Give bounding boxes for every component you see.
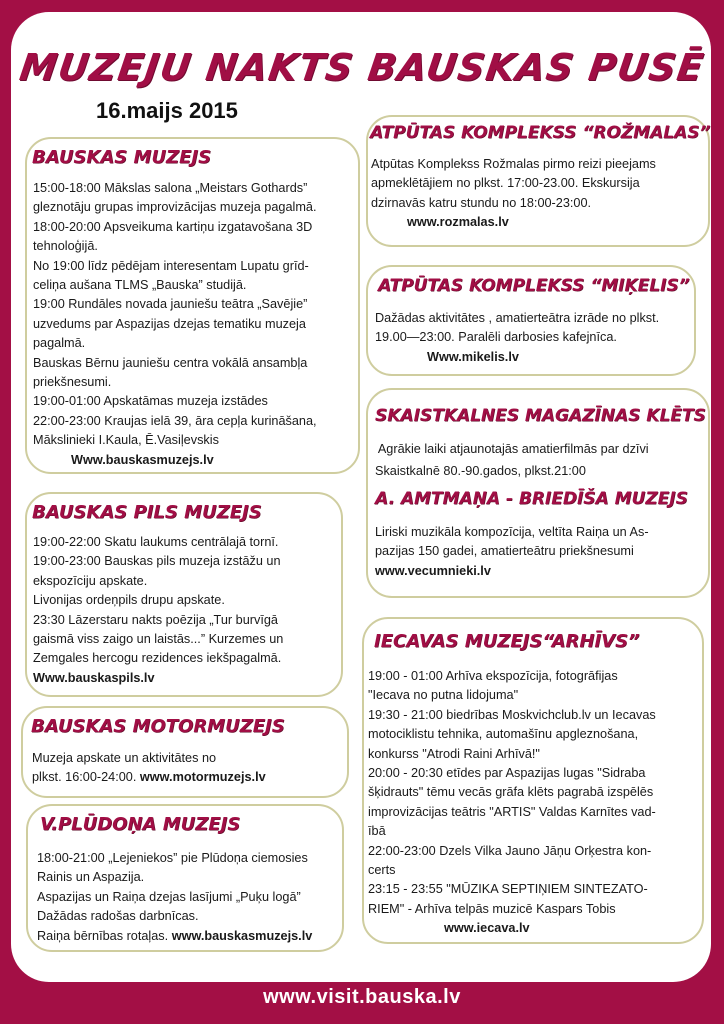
- footer-website[interactable]: www.visit.bauska.lv: [263, 986, 461, 1008]
- program-line: celiņa aušana TLMS „Bauska” studijā.: [33, 278, 247, 293]
- program-line: Skaistkalnē 80.-90.gados, plkst.21:00: [375, 464, 586, 479]
- iecavas-heading: IECAVAS MUZEJS“ARHĪVS”: [374, 631, 640, 652]
- program-line: 19:00 - 01:00 Arhīva ekspozīcija, fotogrāfijas: [368, 669, 618, 683]
- program-line: RIEM" - Arhīva telpās muzicē Kaspars Tobis: [368, 901, 616, 916]
- program-line: pagalmā.: [33, 336, 86, 351]
- rozmalas-link[interactable]: www.rozmalas.lv: [407, 215, 509, 230]
- program-line: šķidrauts" tēmu vecās grāfa klēts pagrabā izspēlēs: [368, 785, 654, 800]
- program-line: 19.00—23:00. Paralēli darbosies kafejnīca.: [375, 330, 617, 345]
- program-line: tehnoloģijā.: [33, 239, 98, 254]
- amtmana-link[interactable]: www.vecumnieki.lv: [375, 563, 491, 578]
- program-line: Dažādas radošas darbnīcas.: [37, 909, 199, 924]
- poster-title: MUZEJU NAKTS BAUSKAS PUSĒ: [16, 46, 708, 89]
- skaistkalne-text: [375, 440, 649, 482]
- mikelis-heading: ATPŪTAS KOMPLEKSS “MIĶELIS”: [378, 276, 690, 296]
- program-line: apmeklētājiem no plkst. 17:00-23.00. Ekskursija: [371, 176, 640, 191]
- rozmalas-text: [371, 155, 656, 233]
- bauskas-muzejs-heading: BAUSKAS MUZEJS: [32, 147, 212, 168]
- program-line: 19:30 - 21:00 biedrības Moskvichclub.lv un Iecavas: [368, 707, 656, 722]
- program-line: Aspazijas un Raiņa dzejas lasījumi „Puķu logā”: [37, 889, 301, 904]
- program-line: Agrākie laiki atjaunotajās amatierfilmās par dzīvi: [375, 442, 649, 456]
- program-line: 15:00-18:00 Mākslas salona „Meistars Gothards”: [33, 181, 308, 195]
- iecavas-link[interactable]: www.iecava.lv: [444, 921, 530, 936]
- program-line: Muzeja apskate un aktivitātes no: [32, 751, 217, 765]
- mikelis-text: [375, 309, 659, 367]
- bauskas-pils-link[interactable]: Www.bauskaspils.lv: [33, 670, 155, 685]
- amtmana-text: [375, 523, 649, 581]
- program-line: ekspozīciju apskate.: [33, 573, 148, 588]
- program-line: priekšnesumi.: [33, 375, 112, 390]
- program-line: 19:00-23:00 Bauskas pils muzeja izstāžu un: [33, 554, 281, 569]
- motormuzejs-heading: BAUSKAS MOTORMUZEJS: [31, 716, 285, 737]
- program-line: 19:00 Rundāles novada jauniešu teātra „Savējie”: [33, 297, 308, 312]
- program-line: improvizācijas teātris "ARTIS" Valdas Karnītes vad-: [368, 804, 656, 819]
- skaistkalne-heading: SKAISTKALNES MAGAZĪNAS KLĒTS: [375, 406, 706, 426]
- program-line: plkst. 16:00-24:00.: [32, 770, 137, 785]
- program-line: 23:30 Lāzerstaru nakts poēzija „Tur burvīgā: [33, 612, 278, 627]
- program-line: 22:00-23:00 Dzels Vilka Jauno Jāņu Orķestra kon-: [368, 843, 652, 858]
- program-line: 18:00-20:00 Apsveikuma kartiņu izgatavošana 3D: [33, 219, 313, 234]
- program-line: 20:00 - 20:30 etīdes par Aspazijas lugas "Sidraba: [368, 766, 646, 781]
- program-line: No 19:00 līdz pēdējam interesentam Lupatu grīd-: [33, 258, 309, 273]
- program-line: Mākslinieki I.Kaula, Ē.Vasiļevskis: [33, 433, 219, 448]
- program-line: uzvedums par Aspazijas dzejas tematiku muzeja: [33, 316, 306, 331]
- program-line: motociklistu tehnika, automašīnu apgleznošana,: [368, 727, 639, 742]
- program-line: 23:15 - 23:55 "MŪZIKA SEPTIŅIEM SINTEZATO-: [368, 882, 648, 897]
- program-line: Livonijas ordeņpils drupu apskate.: [33, 593, 225, 608]
- pludona-text: [37, 849, 312, 946]
- pludona-heading: V.PLŪDOŅA MUZEJS: [40, 814, 241, 835]
- program-line: 19:00-22:00 Skatu laukums centrālajā tornī.: [33, 535, 279, 549]
- program-line: 22:00-23:00 Kraujas ielā 39, āra cepļa kurināšana,: [33, 413, 317, 428]
- program-line: gaismā viss zaigo un laistās...” Kurzemes un: [33, 632, 284, 647]
- bauskas-pils-text: [33, 533, 283, 688]
- program-line: Atpūtas Komplekss Rožmalas pirmo reizi pieejams: [371, 157, 656, 171]
- bauskas-pils-heading: BAUSKAS PILS MUZEJS: [32, 502, 262, 523]
- bauskas-muzejs-text: [33, 179, 317, 470]
- program-line: "Iecava no putna lidojuma": [368, 688, 519, 703]
- program-line: Zemgales hercogu rezidences iekšpagalmā.: [33, 651, 282, 666]
- program-line: dzirnavās katru stundu no 18:00-23:00.: [371, 195, 592, 210]
- event-date: 16.maijs 2015: [96, 98, 238, 123]
- program-line: pazijas 150 gadei, amatierteātru priekšnesumi: [375, 544, 634, 559]
- program-line: 18:00-21:00 „Lejeniekos” pie Plūdoņa ciemosies: [37, 851, 308, 865]
- program-line: 19:00-01:00 Apskatāmas muzeja izstādes: [33, 394, 268, 409]
- program-line: Bauskas Bērnu jauniešu centra vokālā ansambļa: [33, 355, 308, 370]
- program-line: gleznotāju grupas improvizācijas muzeja pagalmā.: [33, 200, 317, 215]
- amtmana-heading: A. AMTMAŅA - BRIEDĪŠA MUZEJS: [375, 489, 688, 509]
- program-line: Raiņa bērnības rotaļas.: [37, 928, 169, 943]
- program-line: Liriski muzikāla kompozīcija, veltīta Raiņa un As-: [375, 525, 649, 539]
- rozmalas-heading: ATPŪTAS KOMPLEKSS “ROŽMALAS”: [370, 123, 711, 143]
- motormuzejs-text: [32, 749, 266, 788]
- program-line: Dažādas aktivitātes , amatierteātra izrāde no plkst.: [375, 311, 660, 325]
- motormuzejs-link[interactable]: www.motormuzejs.lv: [139, 770, 266, 785]
- program-line: ībā: [368, 824, 386, 839]
- program-line: certs: [368, 863, 396, 878]
- bauskas-muzejs-link[interactable]: Www.bauskasmuzejs.lv: [71, 452, 214, 467]
- program-line: konkurss "Atrodi Raini Arhīvā!": [368, 746, 540, 761]
- iecavas-text: [368, 667, 656, 939]
- mikelis-link[interactable]: Www.mikelis.lv: [427, 349, 519, 364]
- program-line: Rainis un Aspazija.: [37, 870, 145, 885]
- pludona-link[interactable]: www.bauskasmuzejs.lv: [171, 928, 313, 943]
